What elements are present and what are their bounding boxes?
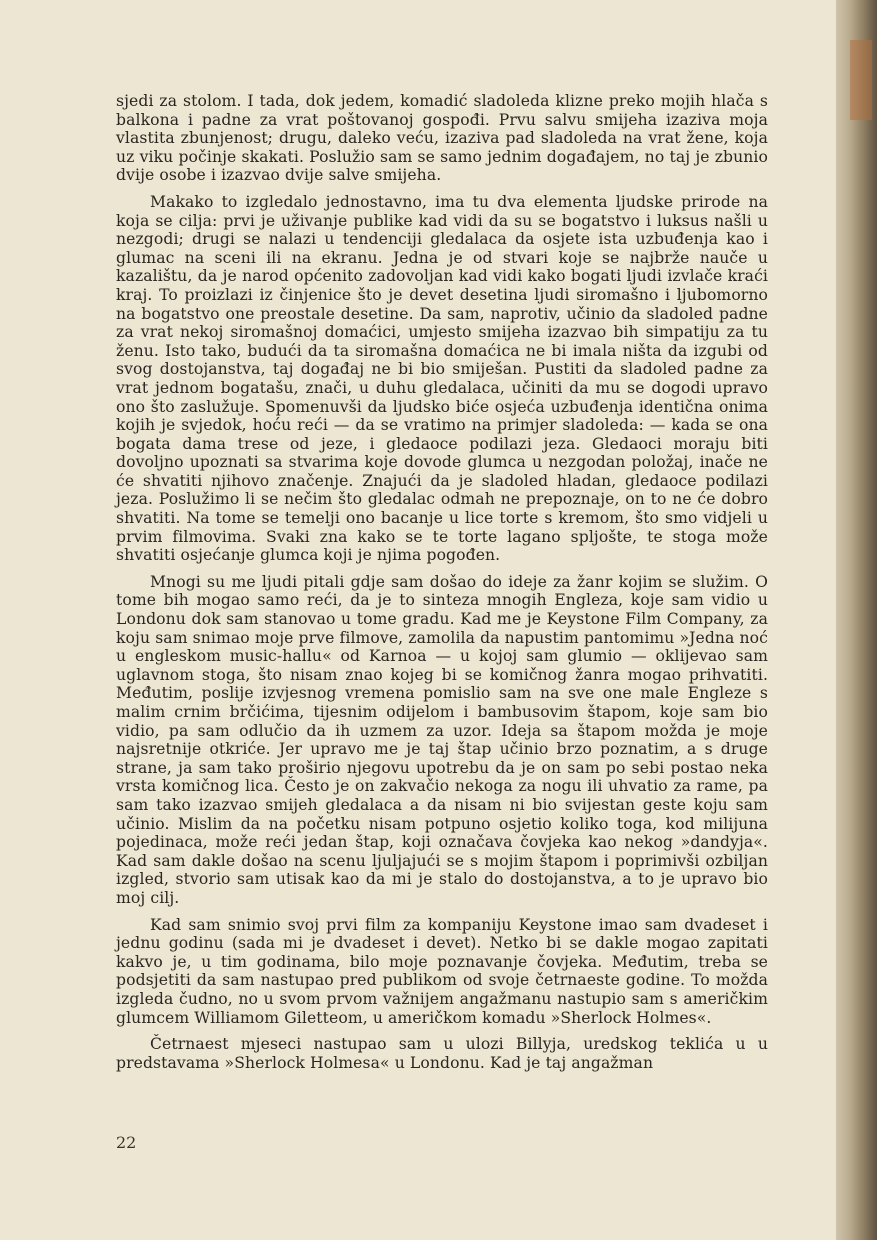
spine-mark bbox=[850, 40, 872, 120]
page-number: 22 bbox=[116, 1133, 137, 1152]
paragraph-3: Mnogi su me ljudi pitali gdje sam došao do ideje za žanr kojim se služim. O tome bih mogao samo reći, da je to sinteza mnogih Engleza, koje sam vidio u Londonu dok sam stanovao u tome gradu. Kad me je Keystone Film Company, za koju sam snimao moje prve filmove, zamolila da napustim pantomimu »Jedna noć u engleskom music-hallu« od Karnoa — u kojoj sam glumio — oklijevao sam uglavnom stoga, što nisam znao kojeg bi se komičnog žanra mogao prihvatiti. Međutim, poslije izvjesnog vremena pomislio sam na sve one male Engleze s malim crnim brčićima, tijesnim odijelom i bambusovim štapom, koje sam bio vidio, pa sam odlučio da ih uzmem za uzor. Ideja sa štapom možda je moje najsretnije otkriće. Jer upravo me je taj štap učinio brzo poznatim, a s druge strane, ja sam tako proširio njegovu upotrebu da je on sam po sebi postao neka vrsta komičnog lica. Često je on zakvačio nekoga za nogu ili uhvatio za rame, pa sam tako izazvao smijeh gledalaca a da nisam ni bio svijestan geste koju sam učinio. Mislim da na početku nisam potpuno osjetio koliko toga, kod milijuna pojedinaca, može reći jedan štap, koji označava čovjeka kao nekog »dandyja«. Kad sam dakle došao na scenu ljuljajući se s mojim štapom i poprimivši ozbiljan izgled, stvorio sam utisak kao da mi je stalo do dostojanstva, a to je upravo bio moj cilj. bbox=[116, 572, 768, 907]
page-edge bbox=[836, 0, 877, 1240]
paragraph-2: Makako to izgledalo jednostavno, ima tu dva elementa ljudske prirode na koja se cilja: prvi je uživanje publike kad vidi da su se bogatstvo i luksus našli u nezgodi; drugi se nalazi u tendenciji gledalaca da osjete ista uzbuđenja kao i glumac na sceni ili na ekranu. Jedna je od stvari koje se najbrže nauče u kazalištu, da je narod općenito zadovoljan kad vidi kako bogati ljudi izvlače kraći kraj. To proizlazi iz činjenice što je devet desetina ljudi siromašno i ljubomorno na bogatstvo one preostale desetine. Da sam, naprotiv, učinio da sladoled padne za vrat nekoj siromašnoj domaćici, umjesto smijeha izazvao bih simpatiju za tu ženu. Isto tako, budući da ta siromašna domaćica ne bi imala ništa da izgubi od svog dostojanstva, taj događaj ne bi bio smiješan. Pustiti da sladoled padne za vrat jednom bogatašu, znači, u duhu gledalaca, učiniti da mu se dogodi upravo ono što zaslužuje. Spomenuvši da ljudsko biće osjeća uzbuđenja identična onima kojih je svjedok, hoću reći — da se vratimo na primjer sladoleda: — kada se ona bogata dama trese od jeze, i gledaoce podilazi jeza. Gledaoci moraju biti dovoljno upoznati sa stvarima koje dovode glumca u nezgodan položaj, inače ne će shvatiti njihovo značenje. Znajući da je sladoled hladan, gledaoce podilazi jeza. Poslužimo li se nečim što gledalac odmah ne prepoznaje, on to ne će dobro shvatiti. Na tome se temelji ono bacanje u lice torte s kremom, što smo vidjeli u prvim filmovima. Svaki zna kako se te torte lagano spljošte, te stoga može shvatiti osjećanje glumca koji je njima pogođen. bbox=[116, 192, 768, 565]
paragraph-5: Četrnaest mjeseci nastupao sam u ulozi Billyja, uredskog teklića u u predstavama »Sherlock Holmesa« u Londonu. Kad je taj angažman bbox=[116, 1035, 768, 1072]
paragraph-1: sjedi za stolom. I tada, dok jedem, komadić sladoleda klizne preko mojih hlača s balkona i padne za vrat poštovanoj gospođi. Prvu salvu smijeha izaziva moja vlastita zbunjenost; drugu, daleko veću, izaziva pad sladoleda na vrat žene, koja uz viku počinje skakati. Poslužio sam se samo jednim događajem, no taj je zbunio dvije osobe i izazvao dvije salve smijeha. bbox=[116, 92, 768, 185]
body-text bbox=[116, 92, 768, 1080]
paragraph-4: Kad sam snimio svoj prvi film za kompaniju Keystone imao sam dvadeset i jednu godinu (sada mi je dvadeset i devet). Netko bi se dakle mogao zapitati kakvo je, u tim godinama, bilo moje poznavanje čovjeka. Međutim, treba se podsjetiti da sam nastupao pred publikom od svoje četrnaeste godine. To možda izgleda čudno, no u svom prvom važnijem angažmanu nastupio sam s američkim glumcem Williamom Giletteom, u američkom komadu »Sherlock Holmes«. bbox=[116, 915, 768, 1027]
